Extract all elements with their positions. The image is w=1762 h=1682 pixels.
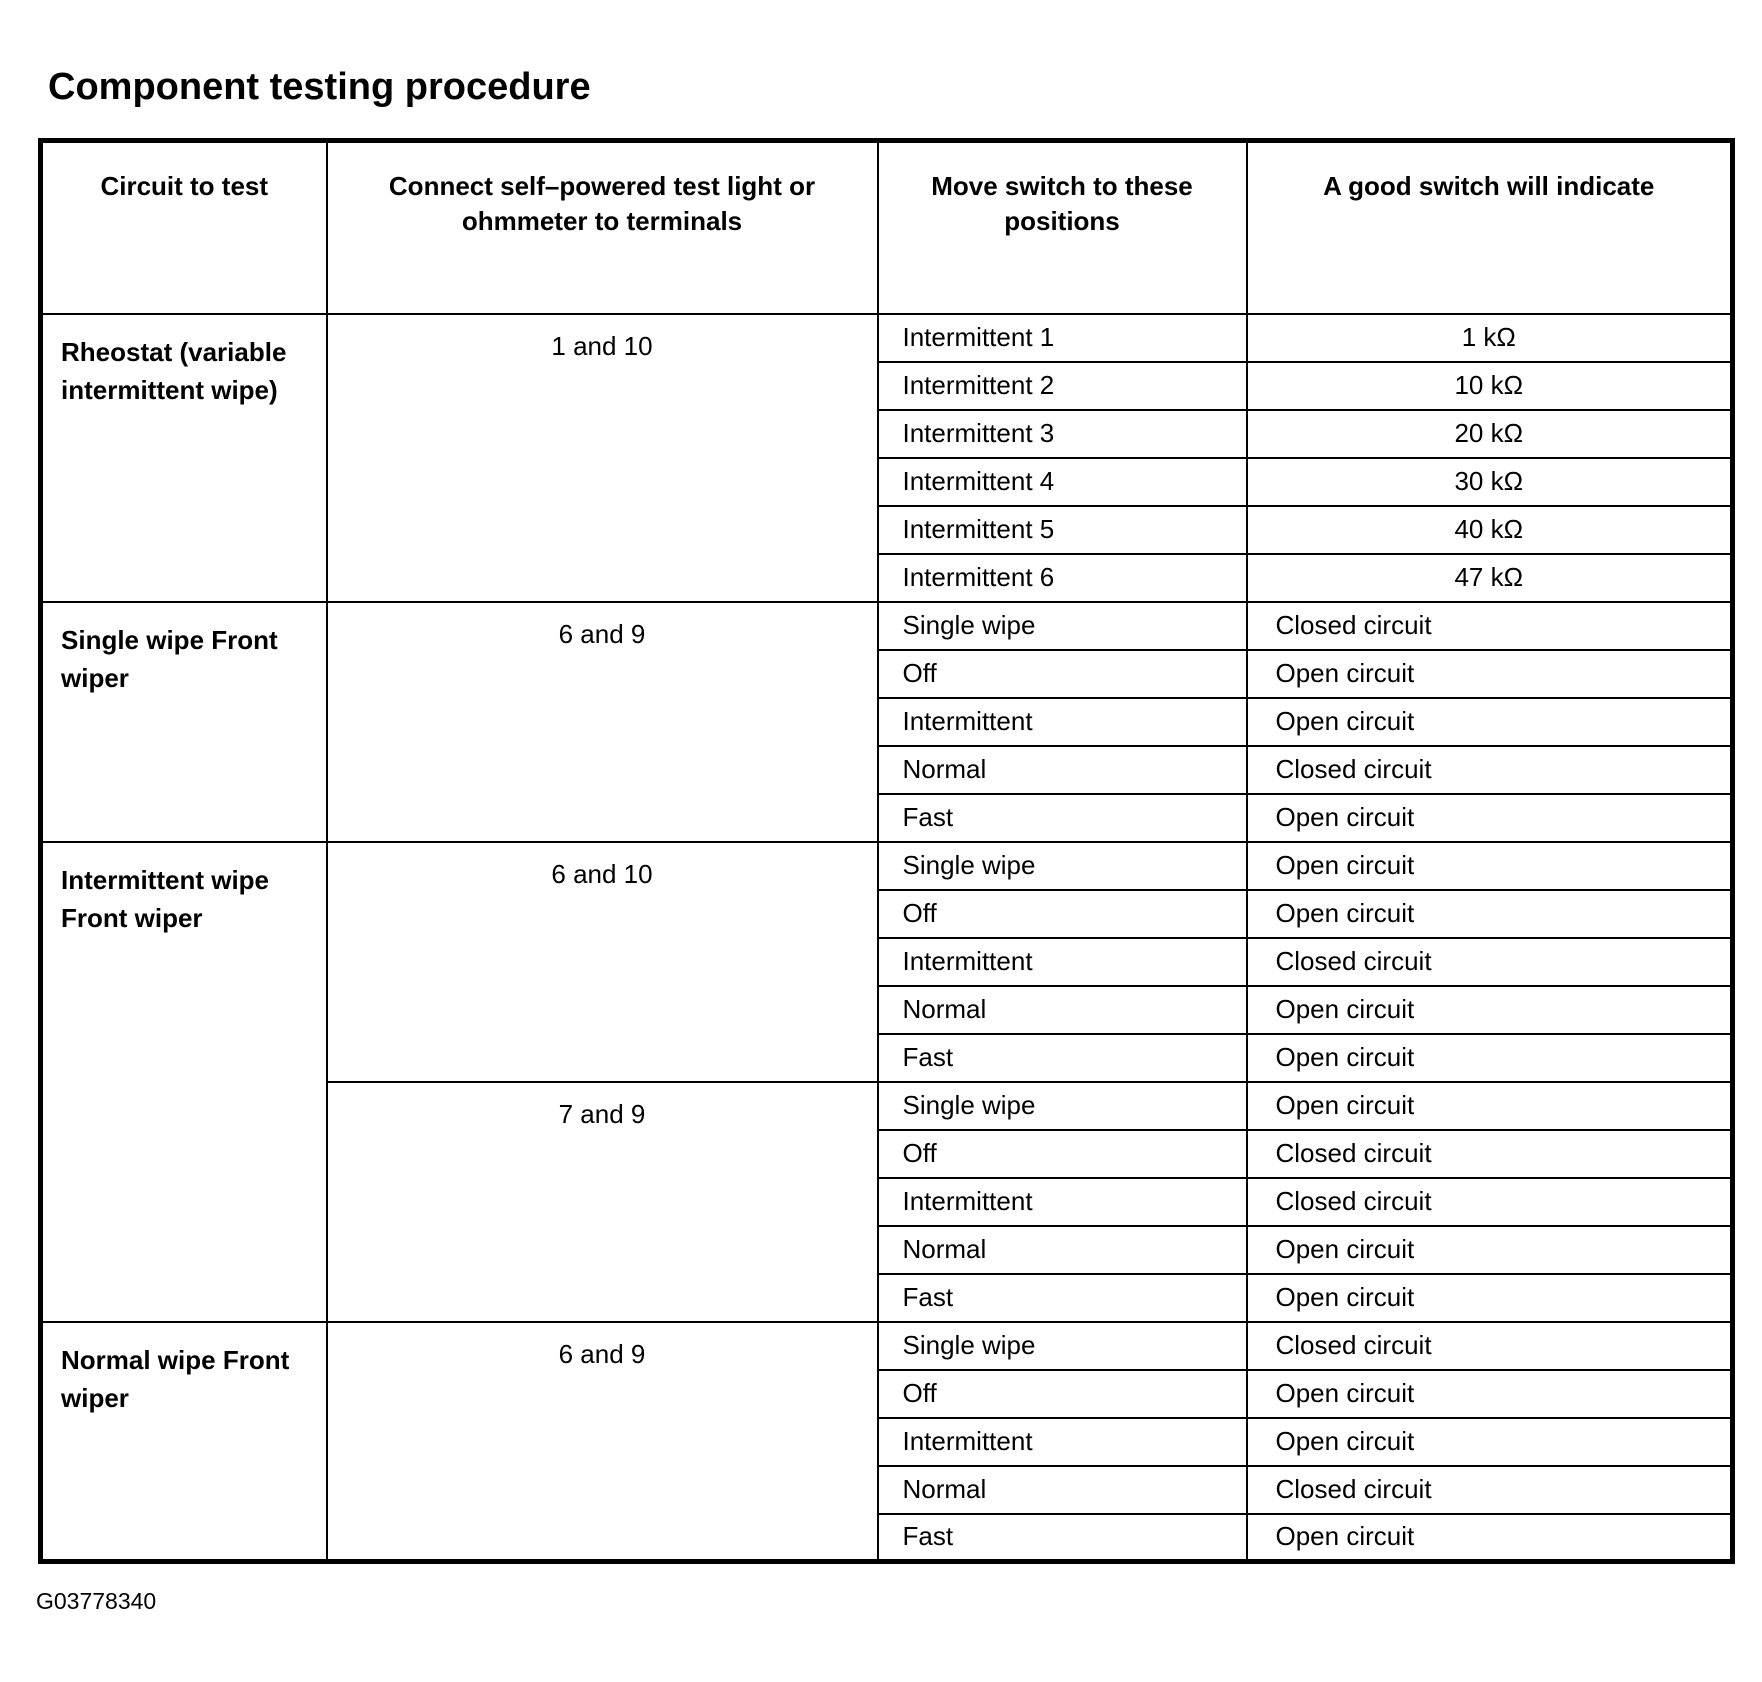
circuit-cell: Intermittent wipe Front wiper <box>41 842 327 1322</box>
result-cell: 20 kΩ <box>1247 410 1733 458</box>
table-row <box>41 842 1733 890</box>
header-circuit: Circuit to test <box>41 141 327 314</box>
result-cell: Closed circuit <box>1247 1130 1733 1178</box>
component-testing-table <box>38 138 1735 1564</box>
page-title: Component testing procedure <box>48 66 591 108</box>
position-cell: Fast <box>878 794 1247 842</box>
terminals-cell: 1 and 10 <box>327 314 878 602</box>
position-cell: Fast <box>878 1034 1247 1082</box>
position-cell: Normal <box>878 1226 1247 1274</box>
result-cell: Open circuit <box>1247 1082 1733 1130</box>
position-cell: Intermittent 2 <box>878 362 1247 410</box>
position-cell: Fast <box>878 1514 1247 1562</box>
position-cell: Off <box>878 1130 1247 1178</box>
result-cell: Closed circuit <box>1247 1466 1733 1514</box>
result-cell: Open circuit <box>1247 698 1733 746</box>
circuit-cell: Rheostat (variable intermittent wipe) <box>41 314 327 602</box>
result-cell: Open circuit <box>1247 1034 1733 1082</box>
table-row <box>41 314 1733 362</box>
result-cell: Open circuit <box>1247 794 1733 842</box>
position-cell: Intermittent 3 <box>878 410 1247 458</box>
position-cell: Off <box>878 650 1247 698</box>
result-cell: Closed circuit <box>1247 938 1733 986</box>
result-cell: Open circuit <box>1247 1226 1733 1274</box>
position-cell: Intermittent <box>878 1178 1247 1226</box>
table-row <box>41 1322 1733 1370</box>
position-cell: Intermittent 1 <box>878 314 1247 362</box>
terminals-cell: 6 and 9 <box>327 1322 878 1562</box>
terminals-cell: 6 and 10 <box>327 842 878 1082</box>
position-cell: Normal <box>878 746 1247 794</box>
position-cell: Intermittent <box>878 1418 1247 1466</box>
result-cell: Open circuit <box>1247 1418 1733 1466</box>
result-cell: Open circuit <box>1247 890 1733 938</box>
position-cell: Normal <box>878 1466 1247 1514</box>
result-cell: Open circuit <box>1247 1274 1733 1322</box>
circuit-cell: Normal wipe Front wiper <box>41 1322 327 1562</box>
position-cell: Intermittent 6 <box>878 554 1247 602</box>
header-row <box>41 141 1733 314</box>
result-cell: 30 kΩ <box>1247 458 1733 506</box>
position-cell: Intermittent <box>878 698 1247 746</box>
terminals-cell: 6 and 9 <box>327 602 878 842</box>
result-cell: Closed circuit <box>1247 1178 1733 1226</box>
result-cell: 47 kΩ <box>1247 554 1733 602</box>
result-cell: 1 kΩ <box>1247 314 1733 362</box>
position-cell: Intermittent <box>878 938 1247 986</box>
result-cell: 40 kΩ <box>1247 506 1733 554</box>
position-cell: Off <box>878 890 1247 938</box>
table-row <box>41 602 1733 650</box>
result-cell: Open circuit <box>1247 986 1733 1034</box>
result-cell: Closed circuit <box>1247 746 1733 794</box>
position-cell: Single wipe <box>878 1322 1247 1370</box>
header-positions: Move switch to these positions <box>878 141 1247 314</box>
position-cell: Off <box>878 1370 1247 1418</box>
result-cell: Open circuit <box>1247 1514 1733 1562</box>
result-cell: Open circuit <box>1247 1370 1733 1418</box>
figure-id: G03778340 <box>36 1588 157 1614</box>
result-cell: Closed circuit <box>1247 602 1733 650</box>
result-cell: Closed circuit <box>1247 1322 1733 1370</box>
header-terminals: Connect self–powered test light or ohmmeter to terminals <box>327 141 878 314</box>
result-cell: Open circuit <box>1247 842 1733 890</box>
result-cell: 10 kΩ <box>1247 362 1733 410</box>
position-cell: Single wipe <box>878 602 1247 650</box>
result-cell: Open circuit <box>1247 650 1733 698</box>
position-cell: Fast <box>878 1274 1247 1322</box>
circuit-cell: Single wipe Front wiper <box>41 602 327 842</box>
position-cell: Intermittent 4 <box>878 458 1247 506</box>
position-cell: Intermittent 5 <box>878 506 1247 554</box>
position-cell: Single wipe <box>878 842 1247 890</box>
position-cell: Normal <box>878 986 1247 1034</box>
position-cell: Single wipe <box>878 1082 1247 1130</box>
header-indicate: A good switch will indicate <box>1247 141 1733 314</box>
terminals-cell: 7 and 9 <box>327 1082 878 1322</box>
